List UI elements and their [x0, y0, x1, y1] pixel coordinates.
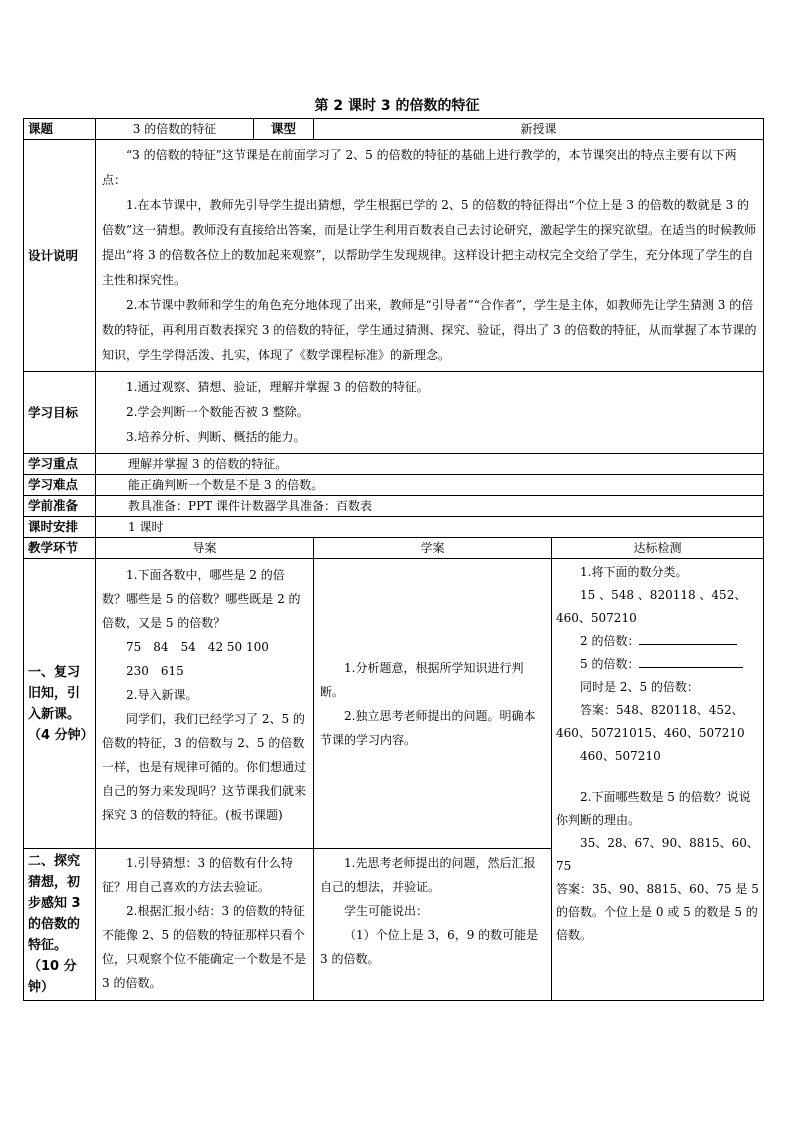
- prep-value: 教具准备：PPT 课件计数器学具准备：百数表: [96, 496, 764, 517]
- check-answer-2: 答案：35、90、8815、60、75 是 5 的倍数。个位上是 0 或 5 的数是 5 的倍数。: [556, 882, 759, 942]
- study-item: 学生可能说出：: [344, 904, 429, 918]
- check-question-2: 2.下面哪些数是 5 的倍数？说说你判断的理由。: [556, 790, 751, 827]
- row-section-1: [24, 559, 764, 849]
- section-2-label: 二、探究猜想，初步感知 3 的倍数的特征。（10 分钟）: [24, 849, 96, 1001]
- study-item: 2.独立思考老师提出的问题。明确本节课的学习内容。: [320, 708, 536, 747]
- guide-item: 1.下面各数中，哪些是 2 的倍数？哪些是 5 的倍数？哪些既是 2 的倍数，又是 5 的倍数？: [102, 568, 301, 630]
- check-blank-2: 2 的倍数：: [580, 634, 640, 648]
- design-paragraph-3: 2.本节课中教师和学生的角色充分地体现了出来，教师是“引导者”“合作者”，学生是主体，如教师先让学生猜测 3 的倍数的特征，再利用百数表探究 3 的倍数的特征，学生通过猜测、探究、验证，得出了 3 的倍数的特征，从而掌握了本节课的知识，学生学得活泼、扎实，体现了《数学课程标准》的新理念。: [102, 298, 757, 362]
- section-1-study: [314, 559, 552, 849]
- goal-item: 2.学会判断一个数能否被 3 整除。: [126, 405, 309, 419]
- difficulty-value: 能正确判断一个数是不是 3 的倍数。: [96, 475, 764, 496]
- goals-content: [96, 372, 764, 454]
- type-value: 新授课: [314, 119, 764, 140]
- check-question-1: 1.将下面的数分类。: [580, 565, 688, 579]
- page-title: 第 2 课时 3 的倍数的特征: [314, 98, 480, 114]
- answer-blank[interactable]: [639, 654, 743, 668]
- prep-label: 学前准备: [24, 496, 96, 517]
- schedule-label: 课时安排: [24, 517, 96, 538]
- key-label: 学习重点: [24, 454, 96, 475]
- row-key: [24, 454, 764, 475]
- type-label: 课型: [254, 119, 314, 140]
- row-difficulty: [24, 475, 764, 496]
- check-content: [552, 559, 764, 1001]
- header-stage: 教学环节: [24, 538, 96, 559]
- guide-item: 2.导入新课。: [126, 688, 198, 702]
- topic-value: 3 的倍数的特征: [96, 119, 254, 140]
- check-blank-both: 同时是 2、5 的倍数：: [580, 680, 699, 694]
- section-2-study: [314, 849, 552, 1001]
- goal-item: 1.通过观察、猜想、验证，理解并掌握 3 的倍数的特征。: [126, 380, 429, 394]
- check-answer-1: 答案：548、820118、452、460、50721015、460、507210: [556, 703, 745, 740]
- header-guide: 导案: [96, 538, 314, 559]
- goal-item: 3.培养分析、判断、概括的能力。: [126, 430, 306, 444]
- guide-numbers: 75 84 54 42 50 100: [126, 640, 269, 654]
- check-numbers-1: 15 、548 、820118 、452、460、507210: [556, 588, 747, 625]
- lesson-plan-table: [23, 118, 764, 1001]
- study-item: 1.先思考老师提出的问题，然后汇报自己的想法，并验证。: [320, 856, 536, 894]
- topic-label: 课题: [24, 119, 96, 140]
- row-schedule: [24, 517, 764, 538]
- design-paragraph-2: 1.在本节课中，教师先引导学生提出猜想，学生根据已学的 2、5 的倍数的特征得出“个位上是 3 的倍数的数就是 3 的倍数”这一猜想。教师没有直接给出答案，而是让学生利用百数表自己去讨论研究，激起学生的探究欲望。在适当的时候教师提出“将 3 的倍数各位上的数加起来观察”，以帮助学生发现规律。这样设计把主动权完全交给了学生，充分体现了学生的自主性和探究性。: [102, 198, 757, 287]
- row-header: [24, 538, 764, 559]
- header-study: 学案: [314, 538, 552, 559]
- section-1-guide: [96, 559, 314, 849]
- row-goals: [24, 372, 764, 454]
- study-item: （1）个位上是 3，6，9 的数可能是 3 的倍数。: [320, 928, 539, 966]
- guide-numbers: 230 615: [126, 664, 184, 678]
- key-value: 理解并掌握 3 的倍数的特征。: [96, 454, 764, 475]
- section-2-guide: [96, 849, 314, 1001]
- row-prep: [24, 496, 764, 517]
- study-item: 1.分析题意，根据所学知识进行判断。: [320, 660, 524, 699]
- guide-item: 1.引导猜想：3 的倍数有什么特征？用自己喜欢的方法去验证。: [102, 856, 293, 894]
- design-paragraph-1: “3 的倍数的特征”这节课是在前面学习了 2、5 的倍数的特征的基础上进行教学的，本节课突出的特点主要有以下两点：: [102, 148, 737, 187]
- guide-item: 同学们，我们已经学习了 2、5 的倍数的特征，3 的倍数与 2、5 的倍数一样，也是有规律可循的。你们想通过自己的努力来发现吗？这节课我们就来探究 3 的倍数的特征。(板书课题): [102, 712, 307, 822]
- check-blank-5: 5 的倍数：: [580, 657, 640, 671]
- difficulty-label: 学习难点: [24, 475, 96, 496]
- row-design: [24, 140, 764, 372]
- header-check: 达标检测: [552, 538, 764, 559]
- design-content: [96, 140, 764, 372]
- section-1-label: 一、复习旧知，引入新课。（4 分钟）: [24, 559, 96, 849]
- guide-item: 2.根据汇报小结：3 的倍数的特征不能像 2、5 的倍数的特征那样只看个位，只观察个位不能确定一个数是不是 3 的倍数。: [102, 904, 307, 990]
- schedule-value: 1 课时: [96, 517, 764, 538]
- design-label: 设计说明: [24, 140, 96, 372]
- goals-label: 学习目标: [24, 372, 96, 454]
- row-topic: [24, 119, 764, 140]
- check-numbers-2: 35、28、67、90、8815、60、75: [556, 836, 759, 873]
- check-answer-1b: 460、507210: [580, 749, 661, 763]
- answer-blank[interactable]: [639, 631, 737, 645]
